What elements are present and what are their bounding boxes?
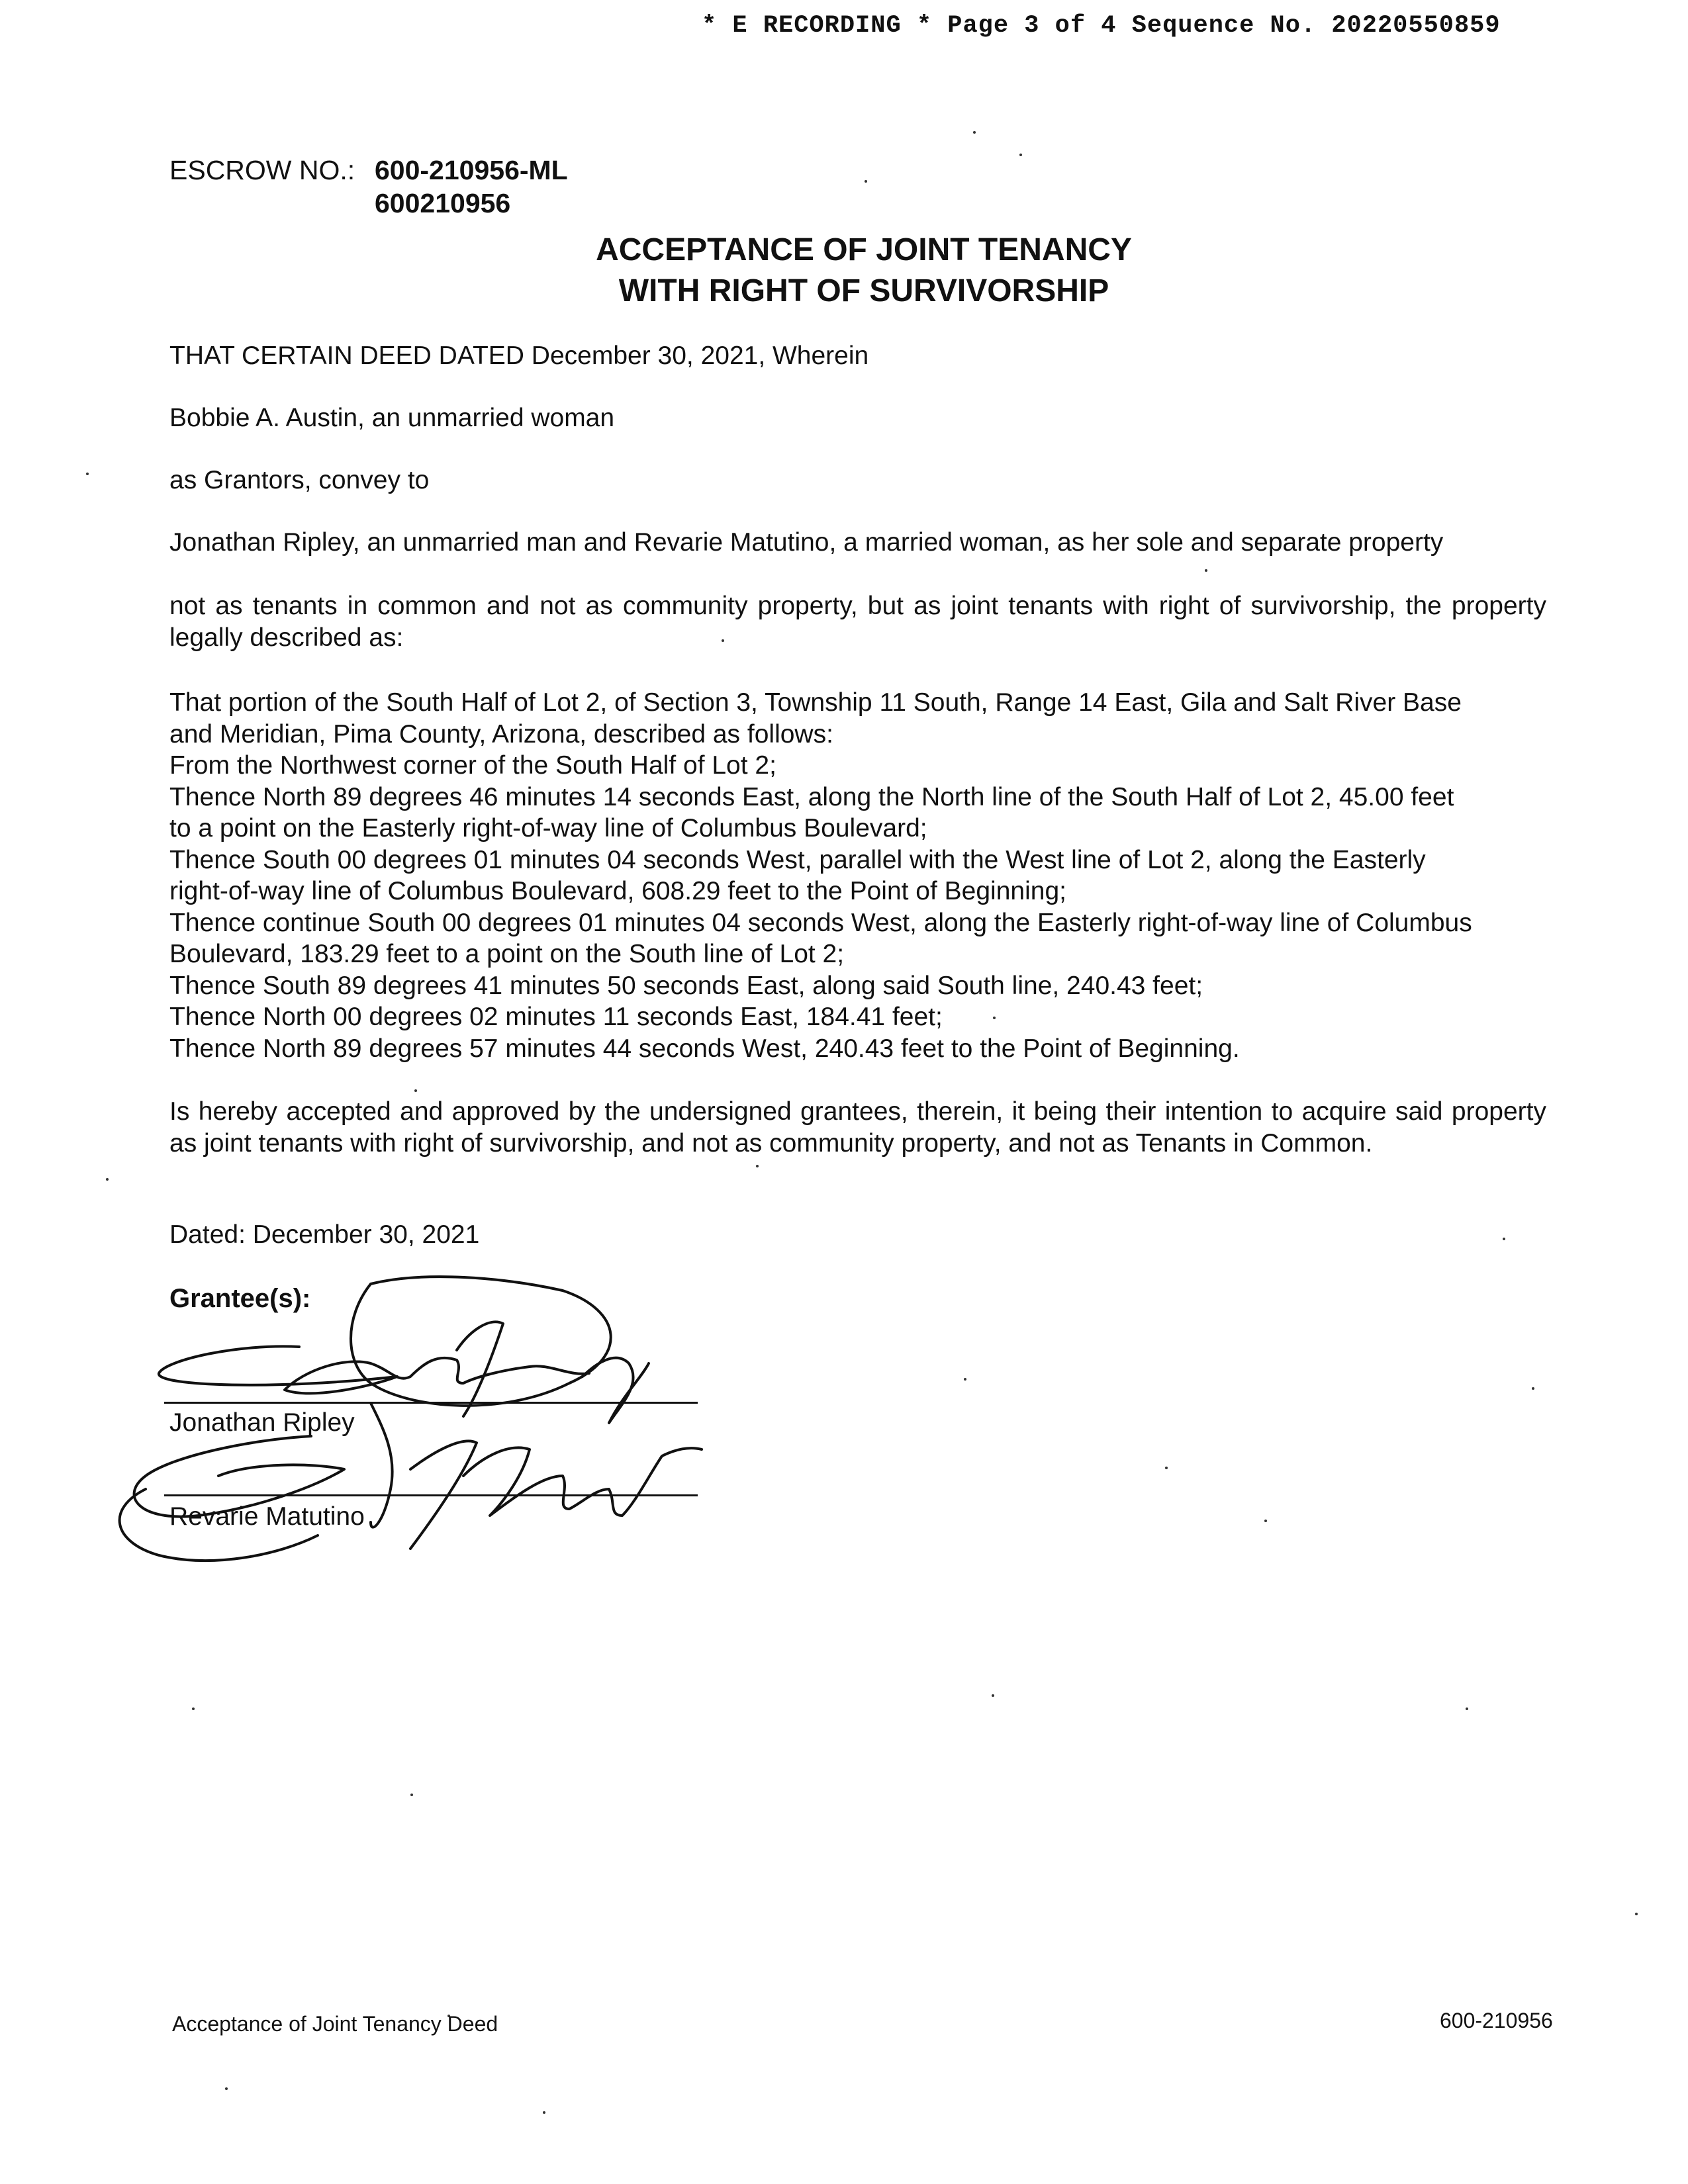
grantees-line: Jonathan Ripley, an unmarried man and Revarie Matutino, a married woman, as her sole and separate property bbox=[169, 528, 1444, 557]
scan-speck bbox=[865, 180, 867, 183]
scan-speck bbox=[993, 1017, 996, 1019]
grantees-label: Grantee(s): bbox=[169, 1284, 311, 1313]
escrow-number: 600-210956-ML bbox=[375, 155, 568, 185]
legal-description bbox=[169, 687, 1546, 1064]
scan-speck bbox=[1503, 1238, 1505, 1240]
scan-speck bbox=[964, 1378, 966, 1381]
scan-speck bbox=[992, 1694, 994, 1697]
acceptance-paragraph: Is hereby accepted and approved by the undersigned grantees, therein, it being their intention to acquire said property as joint tenants with right of survivorship, and not as community property, and not as Tenants in Common. bbox=[169, 1097, 1546, 1158]
scan-speck bbox=[1264, 1520, 1267, 1522]
legal-line: Thence South 89 degrees 41 minutes 50 seconds East, along said South line, 240.43 feet; bbox=[169, 971, 1203, 1000]
footer-document-name: Acceptance of Joint Tenancy Deed bbox=[172, 2012, 498, 2036]
deed-dated-line: THAT CERTAIN DEED DATED December 30, 2021, Wherein bbox=[169, 341, 869, 370]
legal-line: Thence continue South 00 degrees 01 minutes 04 seconds West, along the Easterly right-of-way line of Columbus bbox=[169, 908, 1472, 937]
scan-speck bbox=[973, 131, 976, 134]
scan-speck bbox=[543, 2111, 545, 2114]
grantor-line: Bobbie A. Austin, an unmarried woman bbox=[169, 404, 615, 432]
signature-line-1 bbox=[164, 1402, 698, 1404]
legal-line: Thence North 00 degrees 02 minutes 11 seconds East, 184.41 feet; bbox=[169, 1003, 943, 1031]
signature-line-2 bbox=[164, 1494, 698, 1496]
legal-line: That portion of the South Half of Lot 2, of Section 3, Township 11 South, Range 14 East, Gila and Salt River Base bbox=[169, 688, 1462, 717]
tenancy-clause: not as tenants in common and not as community property, but as joint tenants with right of survivorship, the property legally described as: bbox=[169, 592, 1546, 652]
footer-escrow-number: 600-210956 bbox=[1440, 2009, 1553, 2032]
legal-line: Thence North 89 degrees 46 minutes 14 seconds East, along the North line of the South Half of Lot 2, 45.00 feet bbox=[169, 782, 1454, 811]
legal-line: and Meridian, Pima County, Arizona, described as follows: bbox=[169, 719, 833, 749]
legal-line: From the Northwest corner of the South Half of Lot 2; bbox=[169, 751, 776, 780]
signer-name-2: Revarie Matutino bbox=[169, 1502, 365, 1531]
scan-speck bbox=[86, 473, 89, 475]
legal-line: Thence North 89 degrees 57 minutes 44 seconds West, 240.43 feet to the Point of Beginning. bbox=[169, 1034, 1240, 1063]
legal-line: to a point on the Easterly right-of-way line of Columbus Boulevard; bbox=[169, 814, 927, 842]
scan-speck bbox=[192, 1707, 195, 1710]
escrow-number-alt: 600210956 bbox=[375, 188, 511, 218]
scan-speck bbox=[410, 1794, 413, 1796]
scan-speck bbox=[756, 1165, 759, 1167]
scan-speck bbox=[414, 1089, 417, 1092]
scan-speck bbox=[1019, 154, 1022, 156]
recording-stamp: * E RECORDING * Page 3 of 4 Sequence No. 20220550859 bbox=[702, 12, 1501, 40]
grantors-convey-line: as Grantors, convey to bbox=[169, 466, 430, 494]
scan-speck bbox=[722, 639, 724, 642]
legal-line: Thence South 00 degrees 01 minutes 04 seconds West, parallel with the West line of Lot 2, along the Easterly bbox=[169, 845, 1426, 874]
document-title-line1: ACCEPTANCE OF JOINT TENANCY bbox=[596, 232, 1132, 267]
scan-speck bbox=[1635, 1913, 1638, 1915]
legal-line: Boulevard, 183.29 feet to a point on the South line of Lot 2; bbox=[169, 940, 845, 968]
scan-speck bbox=[106, 1178, 109, 1181]
scan-speck bbox=[1532, 1387, 1534, 1390]
dated-line: Dated: December 30, 2021 bbox=[169, 1220, 480, 1249]
legal-line: right-of-way line of Columbus Boulevard, 608.29 feet to the Point of Beginning; bbox=[169, 877, 1066, 905]
signer-name-1: Jonathan Ripley bbox=[169, 1408, 355, 1437]
document-title-line2: WITH RIGHT OF SURVIVORSHIP bbox=[618, 273, 1109, 308]
scan-speck bbox=[1466, 1707, 1468, 1710]
escrow-label: ESCROW NO.: bbox=[169, 155, 355, 185]
scan-speck bbox=[1165, 1467, 1168, 1469]
scan-speck bbox=[1205, 569, 1207, 572]
scan-speck bbox=[225, 2087, 228, 2090]
